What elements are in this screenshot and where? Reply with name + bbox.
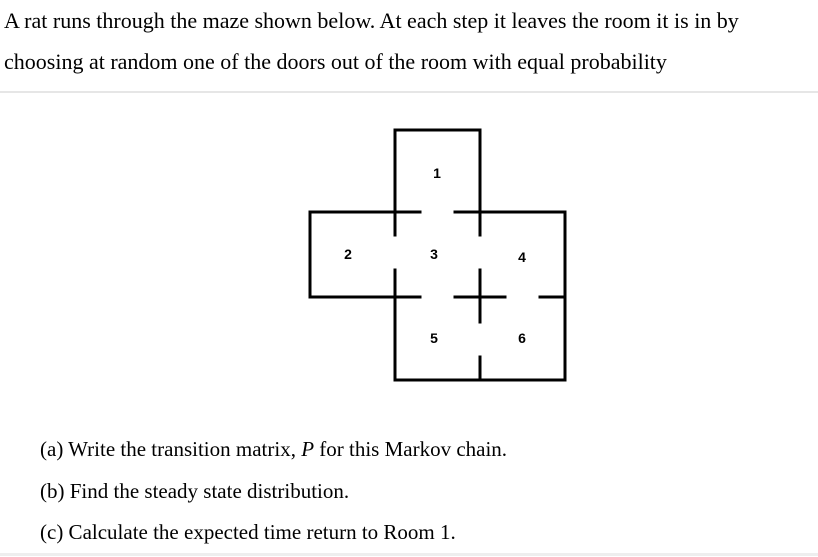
maze-diagram [300,120,580,390]
matrix-variable: P [301,437,315,461]
question-c: (c) Calculate the expected time return to Room 1. [40,520,456,544]
divider [0,91,818,93]
statement-line-1: A rat runs through the maze shown below. At each step it leaves the room it is in by [4,8,739,33]
room-4-label: 4 [518,249,526,265]
room-3-label: 3 [430,246,438,262]
room-5-label: 5 [430,330,438,346]
room-2-label: 2 [344,246,352,262]
question-a-prefix: (a) Write the transition matrix, [40,437,302,461]
room-1-label: 1 [433,165,441,181]
room-6-label: 6 [518,330,526,346]
statement-line-2: choosing at random one of the doors out of the room with equal probability [4,49,667,74]
question-b: (b) Find the steady state distribution. [40,479,350,503]
question-a [40,437,507,462]
question-a-suffix: for this Markov chain. [314,437,508,461]
problem-statement [4,0,816,82]
bottom-divider [0,553,818,556]
